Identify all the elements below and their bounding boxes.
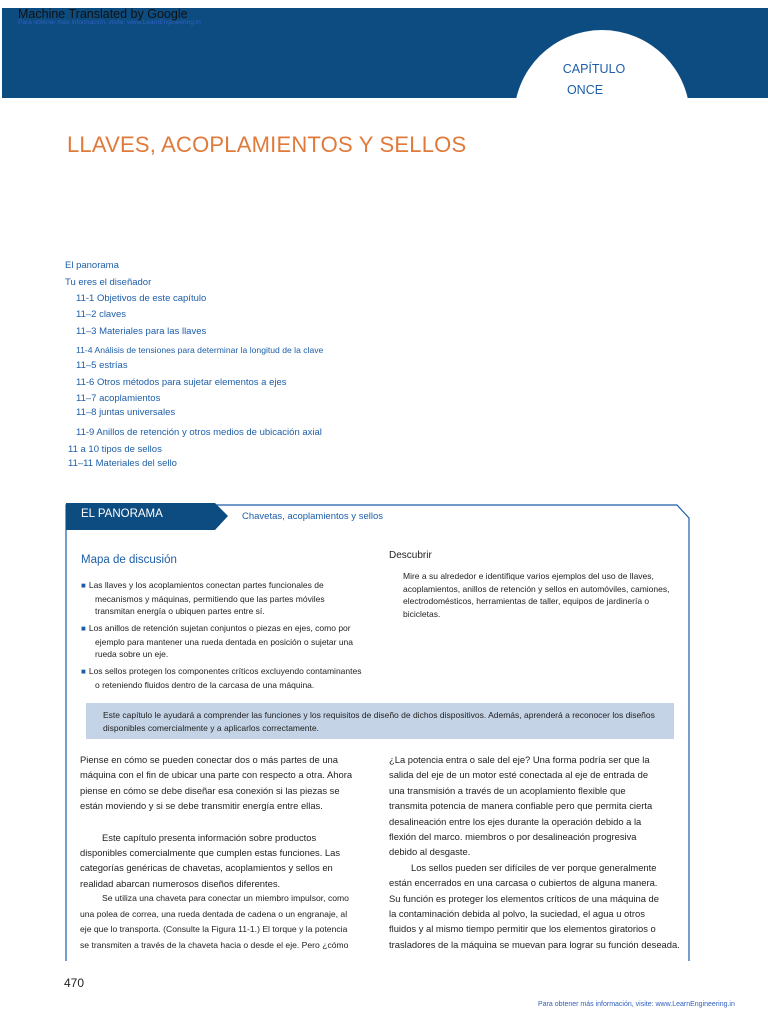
discover-text: Mire a su alrededor e identifique varios ejemplos del uso de llaves, acoplamientos, anillos de retención y sellos en automóviles, camiones, electrodomésticos, herramientas de taller, equipos de jardinería o bicicletas. (403, 571, 670, 619)
bullet-square-icon: ■ (81, 624, 86, 633)
toc-item[interactable]: 11-9 Anillos de retención y otros medios de ubicación axial (76, 427, 322, 438)
body-paragraph: Los sellos pueden ser difíciles de ver porque generalmente están encerrados en una carcasa o cubiertos de alguna manera. Su función es proteger los elementos críticos de una máquina de la contaminación debida al polvo, la suciedad, el agua u otros fluidos y al mismo tiempo permitir que los elementos giratorios o trasladores de la máquina se muevan para lograr su función deseada. (389, 861, 680, 950)
toc-item[interactable]: 11 a 10 tipos de sellos (68, 444, 162, 455)
page-number: 470 (64, 976, 85, 990)
header-info-link[interactable]: Para obtener más información, visite: www.LearnEngineering.in (18, 19, 201, 26)
list-item: ■ Las llaves y los acoplamientos conectan partes funcionales de mecanismos y máquinas, permitiendo que las partes móviles transmitan energía o ubiquen partes entre sí. (81, 580, 325, 616)
chapter-label: CAPÍTULO (562, 62, 626, 76)
toc-item[interactable]: 11–3 Materiales para las llaves (76, 326, 207, 337)
chapter-note-text: Este capítulo le ayudará a comprender las funciones y los requisitos de diseño de dichos dispositivos. Además, aprenderá a reconocer los diseños disponibles comercialmente y a aplicarlos correctamente. (103, 710, 655, 733)
discover-title: Descubrir (389, 550, 432, 561)
body-paragraph: Este capítulo presenta información sobre productos disponibles comercialmente que cumplen estas funciones. Las categorías genéricas de chavetas, acoplamientos y sellos en realidad abarcan numerosos diseños diferentes. (80, 831, 341, 889)
toc-item[interactable]: 11–11 Materiales del sello (68, 458, 177, 469)
toc-item[interactable]: El panorama (65, 260, 119, 271)
machine-translated-label: Machine Translated by Google (18, 7, 188, 21)
body-left-column (80, 752, 372, 954)
panel-tab-label: EL PANORAMA (81, 508, 163, 520)
discussion-map-title: Mapa de discusión (81, 554, 177, 566)
toc-item[interactable]: 11–7 acoplamientos (76, 393, 161, 404)
page-title: LLAVES, ACOPLAMIENTOS Y SELLOS (67, 132, 467, 157)
body-right-column (389, 752, 694, 952)
chapter-number: ONCE (566, 83, 604, 97)
chapter-circle (514, 30, 690, 206)
toc-item[interactable]: 11-1 Objetivos de este capítulo (76, 293, 207, 304)
body-paragraph: Se utiliza una chaveta para conectar un miembro impulsor, como una polea de correa, una rueda dentada de cadena o un engranaje, al eje que lo transporta. (Consulte la Figura 11-1.) El torque y la potencia se transmiten a través de la chaveta hacia o desde el eje. Pero ¿cómo (80, 893, 349, 951)
list-item: ■ Los sellos protegen los componentes críticos excluyendo contaminantes o reteniendo fluidos dentro de la carcasa de una máquina. (81, 666, 362, 690)
toc-item[interactable]: 11-6 Otros métodos para sujetar elementos a ejes (76, 377, 287, 388)
toc-item[interactable]: 11–8 juntas universales (76, 407, 176, 418)
toc-item[interactable]: Tu eres el diseñador (65, 277, 152, 288)
panel-tab-subtitle: Chavetas, acoplamientos y sellos (242, 511, 383, 522)
bullet-square-icon: ■ (81, 667, 86, 676)
list-item: ■ Los anillos de retención sujetan conjuntos o piezas en ejes, como por ejemplo para mantener una rueda dentada en posición o sujetar una rueda sobre un eje. (81, 623, 354, 659)
body-paragraph: Piense en cómo se pueden conectar dos o más partes de una máquina con el fin de ubicar una parte con respecto a otra. Ahora piense en cómo se debe diseñar esa conexión si las piezas se están moviendo y si se debe transmitir energía entre ellas. (80, 754, 353, 812)
body-paragraph: ¿La potencia entra o sale del eje? Una forma podría ser que la salida del eje de un motor esté conectada al eje de entrada de una transmisión a través de un acoplamiento flexible que transmita potencia de manera confiable pero que permita cierta desalineación entre los ejes durante la operación debido a la flexión del marco. miembros o por desalineación progresiva debido al desgaste. (389, 754, 653, 858)
footer-link[interactable]: Para obtener más información, visite: www.LearnEngineering.in (538, 1001, 735, 1008)
toc-item[interactable]: 11–2 claves (76, 309, 126, 320)
bullet-square-icon: ■ (81, 581, 86, 590)
toc-item[interactable]: 11–5 estrías (76, 360, 128, 371)
toc-item[interactable]: 11-4 Análisis de tensiones para determinar la longitud de la clave (76, 345, 324, 355)
